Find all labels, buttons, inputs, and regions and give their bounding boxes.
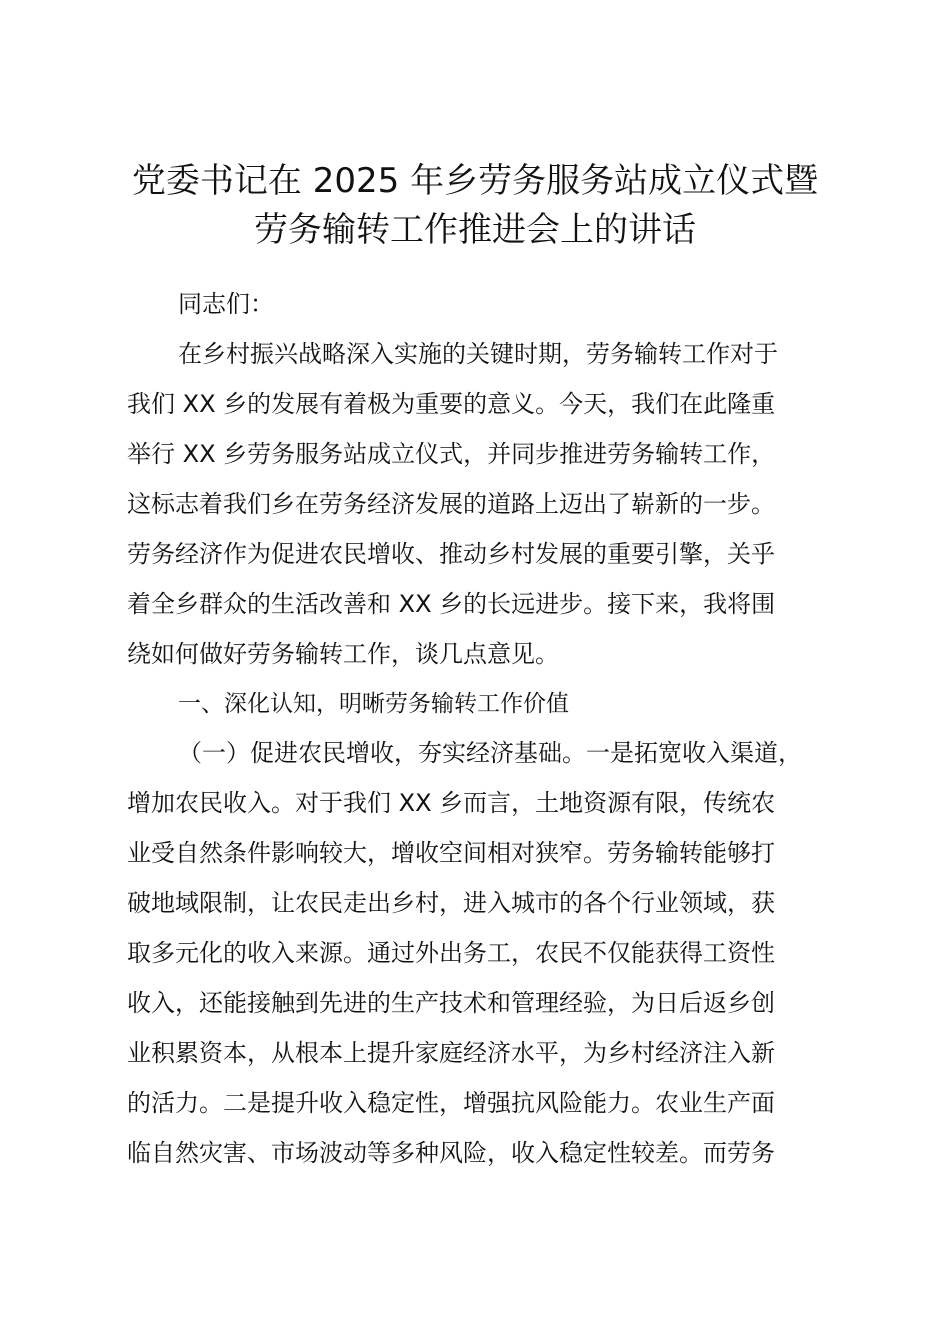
paragraph-1-line-6: 着全乡群众的生活改善和 XX 乡的长远进步。接下来，我将围 <box>127 590 776 618</box>
paragraph-2-line-7: 业积累资本，从根本上提升家庭经济水平，为乡村经济注入新 <box>127 1039 775 1067</box>
paragraph-2-line-8: 的活力。二是提升收入稳定性，增强抗风险能力。农业生产面 <box>127 1089 775 1117</box>
paragraph-1-line-3: 举行 XX 乡劳务服务站成立仪式，并同步推进劳务输转工作， <box>127 440 776 468</box>
paragraph-1-line-4: 这标志着我们乡在劳务经济发展的道路上迈出了崭新的一步。 <box>127 490 775 518</box>
paragraph-1-line-2: 我们 XX 乡的发展有着极为重要的意义。今天，我们在此隆重 <box>127 390 776 418</box>
paragraph-2-line-3: 业受自然条件影响较大，增收空间相对狭窄。劳务输转能够打 <box>127 839 775 867</box>
paragraph-2-line-1: （一）促进农民增收，夯实经济基础。一是拓宽收入渠道， <box>178 739 802 767</box>
section-1-heading: 一、深化认知，明晰劳务输转工作价值 <box>178 691 569 717</box>
paragraph-2-line-2: 增加农民收入。对于我们 XX 乡而言，土地资源有限，传统农 <box>127 789 776 817</box>
greeting: 同志们： <box>178 290 274 318</box>
paragraph-1-line-7: 绕如何做好劳务输转工作，谈几点意见。 <box>127 640 559 668</box>
paragraph-1-line-5: 劳务经济作为促进农民增收、推动乡村发展的重要引擎，关乎 <box>127 540 775 568</box>
paragraph-2-line-4: 破地域限制，让农民走出乡村，进入城市的各个行业领域，获 <box>127 889 775 917</box>
paragraph-2-line-5: 取多元化的收入来源。通过外出务工，农民不仅能获得工资性 <box>127 939 775 967</box>
paragraph-2-line-6: 收入，还能接触到先进的生产技术和管理经验，为日后返乡创 <box>127 989 775 1017</box>
paragraph-1-line-1: 在乡村振兴战略深入实施的关键时期，劳务输转工作对于 <box>178 340 778 368</box>
document-title-line-1: 党委书记在 2025 年乡劳务服务站成立仪式暨 <box>131 161 819 201</box>
paragraph-2-line-9: 临自然灾害、市场波动等多种风险，收入稳定性较差。而劳务 <box>127 1139 775 1167</box>
document-title-line-2: 劳务输转工作推进会上的讲话 <box>254 210 696 250</box>
